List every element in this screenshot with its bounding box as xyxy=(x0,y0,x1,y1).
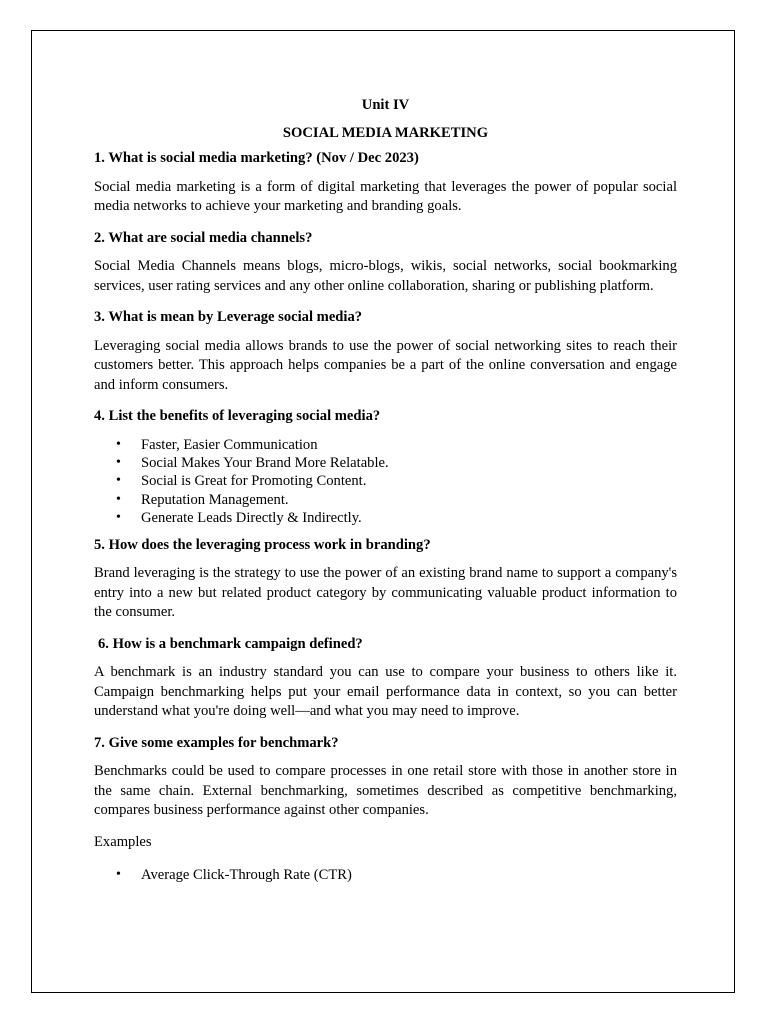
list-item: • Social is Great for Promoting Content. xyxy=(116,473,367,490)
list-item: • Generate Leads Directly & Indirectly. xyxy=(116,510,362,527)
answer-2: Social Media Channels means blogs, micro-blogs, wikis, social networks, social bookmarking services, user rating services and any other online collaboration, sharing or publishing platform. xyxy=(94,258,677,294)
answer-3: Leveraging social media allows brands to use the power of social networking sites to reach their customers better. This approach helps companies be a part of the online conversation and engage and inform consumers. xyxy=(94,337,677,393)
examples-list xyxy=(94,866,677,884)
question-3: 3. What is mean by Leverage social media? xyxy=(94,309,363,325)
question-4: 4. List the benefits of leveraging social media? xyxy=(94,408,381,424)
question-5: 5. How does the leveraging process work in branding? xyxy=(94,536,431,553)
answer-1: Social media marketing is a form of digital marketing that leverages the power of popular social media networks to achieve your marketing and branding goals. xyxy=(94,178,677,214)
answer-6: A benchmark is an industry standard you can use to compare your business to others like it. Campaign benchmarking helps put your email performance data in context, so you can better understand what you're doing well—and what you may need to improve. xyxy=(94,664,677,720)
benefits-list xyxy=(94,436,677,528)
question-1: 1. What is social media marketing? (Nov / Dec 2023) xyxy=(94,150,419,166)
list-item: • Faster, Easier Communication xyxy=(116,436,318,453)
question-2: 2. What are social media channels? xyxy=(94,229,313,246)
bullet-icon: • xyxy=(116,473,121,489)
bullet-icon: • xyxy=(116,436,121,452)
list-item: • Average Click-Through Rate (CTR) xyxy=(116,867,352,884)
bullet-icon: • xyxy=(116,491,121,507)
bullet-icon: • xyxy=(116,454,121,470)
bullet-icon: • xyxy=(116,510,121,526)
examples-label: Examples xyxy=(94,833,152,850)
question-7: 7. Give some examples for benchmark? xyxy=(94,734,339,751)
list-item: • Social Makes Your Brand More Relatable. xyxy=(116,454,389,471)
answer-7: Benchmarks could be used to compare processes in one retail store with those in another store in the same chain. External benchmarking, sometimes described as competitive benchmarking, compares business performance against other companies. xyxy=(94,763,677,819)
unit-heading: Unit IV xyxy=(361,97,410,113)
document-body xyxy=(94,96,677,892)
list-item: • Reputation Management. xyxy=(116,491,289,508)
question-6: 6. How is a benchmark campaign defined? xyxy=(98,635,363,652)
page-title: SOCIAL MEDIA MARKETING xyxy=(282,124,489,141)
bullet-icon: • xyxy=(116,867,121,883)
answer-5: Brand leveraging is the strategy to use the power of an existing brand name to support a company's entry into a new but related product category by communicating valuable product information to the consumer. xyxy=(94,565,677,621)
